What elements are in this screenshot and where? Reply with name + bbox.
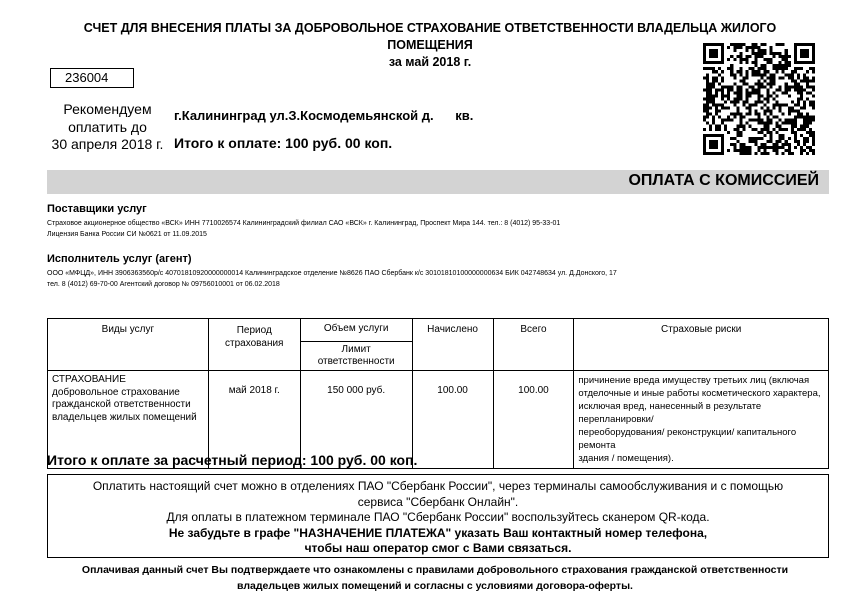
header-limit bbox=[300, 342, 412, 371]
recommend-line-2: оплатить до bbox=[68, 118, 147, 135]
account-number: 236004 bbox=[50, 68, 134, 88]
risk-line-4: переоборудования/ реконструкции/ капитального ремонта bbox=[578, 427, 797, 451]
footer-line-1: Оплачивая данный счет Вы подтверждаете что ознакомлены с правилами добровольного страхования гражданской ответственности bbox=[81, 564, 789, 576]
title-line-2: за май 2018 г. bbox=[388, 55, 472, 69]
header-total: Всего bbox=[493, 319, 574, 371]
risk-line-3: исключая вред, нанесенный в результате перепланировки/ bbox=[578, 401, 762, 425]
qr-code-icon bbox=[703, 43, 815, 155]
service-line-2: добровольное страхование bbox=[52, 386, 180, 398]
cell-limit: 150 000 руб. bbox=[300, 371, 412, 469]
header-period-line-1: Период bbox=[236, 325, 272, 336]
suppliers-line-2: Лицензия Банка России СИ №0621 от 11.09.2015 bbox=[47, 231, 207, 238]
service-line-4: владельцев жилых помещений bbox=[52, 411, 197, 423]
suppliers-section bbox=[47, 203, 829, 240]
cell-charged: 100.00 bbox=[412, 371, 493, 469]
risk-line-2: отделочные и иные работы косметического характера, bbox=[578, 388, 821, 399]
header-period bbox=[208, 319, 300, 371]
header-limit-line-1: Лимит bbox=[341, 344, 371, 355]
info-line-4: Не забудьте в графе "НАЗНАЧЕНИЕ ПЛАТЕЖА" указать Ваш контактный номер телефона, bbox=[168, 525, 708, 540]
suppliers-title: Поставщики услуг bbox=[47, 203, 147, 215]
agent-line-2: тел. 8 (4012) 69-70-00 Агентский договор № 09756010001 от 06.02.2018 bbox=[47, 281, 280, 288]
footer-note bbox=[40, 562, 830, 594]
total-top: Итого к оплате: 100 руб. 00 коп. bbox=[174, 135, 393, 151]
recommend-block bbox=[45, 101, 170, 154]
cell-total: 100.00 bbox=[493, 371, 574, 469]
address: г.Калининград ул.З.Космодемьянской д. кв. bbox=[174, 108, 474, 123]
header-limit-line-2: ответственности bbox=[317, 356, 395, 367]
footer-line-2: владельцев жилых помещений и согласны с условиями договора-оферты. bbox=[237, 580, 633, 592]
commission-bar bbox=[47, 170, 829, 194]
info-line-5: чтобы наш оператор смог с Вами связаться. bbox=[304, 541, 572, 556]
recommend-line-1: Рекомендуем bbox=[63, 101, 152, 117]
agent-line-1: ООО «МФЦД», ИНН 3906363560р/с 40701810920000000014 Калининградское отделение №8626 ПАО Сбербанк к/с 30101810100000000634 БИК 042748634 ул. Д.Донского, 17 bbox=[47, 270, 617, 277]
suppliers-line-1: Страховое акционерное общество «ВСК» ИНН 7710026574 Калининградский филиал САО «ВСК» г. Калининград, Проспект Мира 144. тел.: 8 (4012) 95-33-01 bbox=[47, 220, 561, 227]
risk-line-1: причинение вреда имуществу третьих лиц (включая bbox=[578, 375, 810, 386]
cell-risks bbox=[574, 371, 829, 469]
agent-title: Исполнитель услуг (агент) bbox=[47, 253, 192, 265]
header-charged: Начислено bbox=[412, 319, 493, 371]
payment-info-box bbox=[47, 474, 829, 558]
header-risks: Страховые риски bbox=[574, 319, 829, 371]
header-service: Виды услуг bbox=[48, 319, 209, 371]
services-table bbox=[47, 318, 829, 469]
info-line-3: Для оплаты в платежном терминале ПАО "Сбербанк России" воспользуйтесь сканером QR-кода. bbox=[166, 510, 710, 525]
recommend-date: 30 апреля 2018 г. bbox=[51, 136, 164, 152]
service-line-1: СТРАХОВАНИЕ bbox=[52, 374, 126, 385]
risk-line-5: здания / помещения). bbox=[578, 453, 674, 464]
commission-label: ОПЛАТА С КОМИССИЕЙ bbox=[628, 172, 819, 189]
service-line-3: гражданской ответственности bbox=[52, 399, 191, 410]
cell-period: май 2018 г. bbox=[208, 371, 300, 469]
agent-section bbox=[47, 253, 829, 290]
total-period: Итого к оплате за расчетный период: 100 руб. 00 коп. bbox=[47, 452, 418, 468]
header-period-line-2: страхования bbox=[225, 338, 284, 349]
info-line-2: сервиса "Сбербанк Онлайн". bbox=[357, 494, 519, 509]
title-line-1: СЧЕТ ДЛЯ ВНЕСЕНИЯ ПЛАТЫ ЗА ДОБРОВОЛЬНОЕ СТРАХОВАНИЕ ОТВЕТСТВЕННОСТИ ВЛАДЕЛЬЦА ЖИЛОГО ПОМЕЩЕНИЯ bbox=[83, 21, 777, 52]
header-volume: Объем услуги bbox=[300, 319, 412, 342]
info-line-1: Оплатить настоящий счет можно в отделениях ПАО "Сбербанк России", через терминалы самообслуживания и с помощью bbox=[92, 479, 784, 493]
